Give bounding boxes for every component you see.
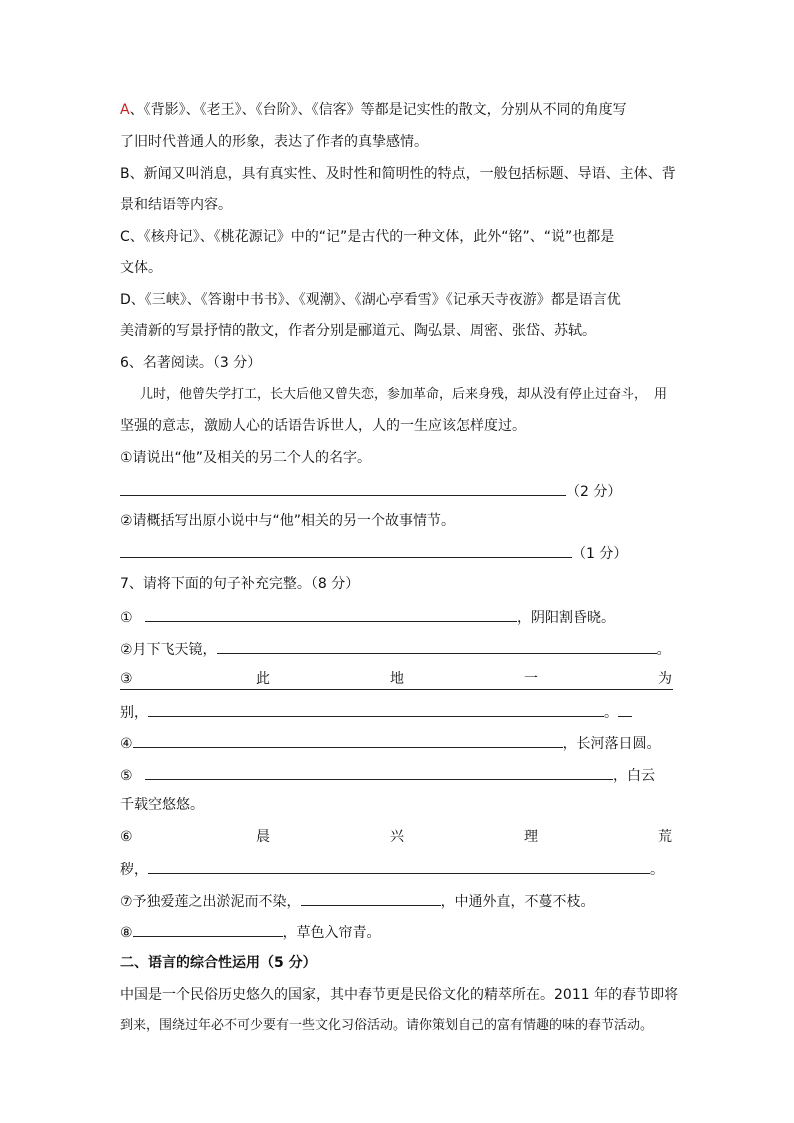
q7-l3b-tail-blank — [618, 701, 632, 717]
q7-l5-blank[interactable] — [145, 764, 613, 780]
q6-sub1-score: （2 分） — [566, 484, 622, 500]
q7-line1 — [120, 606, 615, 628]
q7-l4-blank[interactable] — [133, 732, 563, 748]
option-d-line2: 美清新的写景抒情的散文，作者分别是郦道元、陶弘景、周密、张岱、苏轼。 — [120, 323, 596, 339]
q7-l8-end: ，草色入帘青。 — [282, 925, 381, 941]
q7-l6-num: ⑥ — [120, 829, 133, 845]
q7-l7-start: ⑦予独爱莲之出淤泥而不染， — [120, 894, 301, 910]
q6-sub2-answer-blank[interactable] — [120, 542, 572, 558]
q7-l2-start: ②月下飞天镜， — [120, 642, 217, 658]
q7-l8-num: ⑧ — [120, 925, 133, 941]
q7-l3b-blank[interactable] — [148, 701, 604, 717]
q7-l7-blank[interactable] — [301, 890, 441, 906]
q6-sub1: ①请说出“他”及相关的另二个人的名字。 — [120, 450, 372, 466]
q7-l3-word3: 一 — [524, 671, 538, 687]
option-d-line1: D、《三峡》、《答谢中书书》、《观潮》、《湖心亭看雪》《记承天寺夜游》都是语言优 — [120, 292, 621, 308]
option-c-line1: C、《核舟记》、《桃花源记》中的“记”是古代的一种文体，此外“铭”、“说”也都是 — [120, 229, 615, 245]
section2-line2: 到来，围绕过年必不可少要有一些文化习俗活动。请你策划自己的富有情趣的味的春节活动。 — [120, 1018, 654, 1033]
q6-passage-line1-end: 用 — [654, 387, 668, 402]
q7-l3-word1: 此 — [256, 671, 270, 687]
q7-l4-end: ，长河落日圆。 — [562, 736, 661, 752]
q7-line6b — [120, 858, 664, 880]
q7-l5-end: ，白云 — [613, 768, 656, 784]
q6-passage-line2: 坚强的意志，激励人心的话语告诉世人，人的一生应该怎样度过。 — [120, 418, 526, 434]
q6-sub1-answer-blank[interactable] — [120, 480, 566, 496]
q7-line4 — [120, 732, 661, 754]
q7-line5b: 千载空悠悠。 — [120, 797, 204, 813]
q7-l6b-blank[interactable] — [148, 858, 650, 874]
option-c-line2: 文体。 — [120, 260, 162, 276]
option-b-line2: 景和结语等内容。 — [120, 197, 232, 213]
q7-l1-end: ，阴阳割昏晓。 — [517, 610, 616, 626]
q6-title: 6、名著阅读。（3 分） — [120, 355, 262, 371]
q7-line7 — [120, 890, 595, 912]
q7-l4-num: ④ — [120, 736, 133, 752]
q7-l6-word4: 荒 — [658, 829, 672, 845]
option-a-letter: A — [120, 102, 130, 118]
q6-sub2-score: （1 分） — [572, 546, 628, 562]
q7-l7-end: ，中通外直，不蔓不枝。 — [440, 894, 595, 910]
q7-line2 — [120, 638, 671, 660]
q6-sub2-answer-row — [120, 542, 627, 564]
q7-l1-num: ① — [120, 610, 133, 626]
option-a-line1 — [120, 100, 627, 120]
option-b-line1: B、新闻又叫消息，具有真实性、及时性和简明性的特点，一般包括标题、导语、主体、背 — [120, 166, 676, 182]
q7-l3-word4: 为 — [658, 671, 672, 687]
q7-line3b — [120, 701, 632, 723]
q6-passage-line1: 儿时，他曾失学打工，长大后他又曾失恋，参加革命，后来身残，却从没有停止过奋斗， — [140, 387, 648, 402]
q7-l6b-start: 秽， — [120, 862, 148, 878]
q7-l6-word1: 晨 — [256, 829, 270, 845]
q7-l8-blank[interactable] — [133, 921, 283, 937]
q7-l3-word2: 地 — [390, 671, 404, 687]
q7-line8 — [120, 921, 381, 943]
q7-l1-blank[interactable] — [145, 606, 517, 622]
q7-l3-num: ③ — [120, 671, 133, 687]
option-a-text1: 、《背影》、《老王》、《台阶》、《信客》等都是记实性的散文，分别从不同的角度写 — [129, 102, 627, 118]
q7-l3b-end: 。 — [604, 705, 618, 721]
q7-l2-blank[interactable] — [217, 638, 657, 654]
q7-l6-word3: 理 — [524, 829, 538, 845]
q6-sub1-answer-row — [120, 480, 621, 502]
section2-title: 二、语言的综合性运用（5 分） — [120, 955, 317, 971]
q7-l6b-end: 。 — [650, 862, 664, 878]
q7-title: 7、请将下面的句子补充完整。（8 分） — [120, 576, 360, 592]
q7-l6-word2: 兴 — [390, 829, 404, 845]
q6-sub2: ②请概括写出原小说中与“他”相关的另一个故事情节。 — [120, 513, 456, 529]
q7-line5 — [120, 764, 655, 786]
q7-l5-num: ⑤ — [120, 768, 133, 784]
q7-l3b-start: 别， — [120, 705, 148, 721]
section2-line1: 中国是一个民俗历史悠久的国家，其中春节更是民俗文化的精萃所在。2011 年的春节即将 — [120, 987, 679, 1003]
q7-l2-end: 。 — [656, 642, 671, 658]
option-a-line2: 了旧时代普通人的形象，表达了作者的真挚感情。 — [120, 134, 428, 150]
